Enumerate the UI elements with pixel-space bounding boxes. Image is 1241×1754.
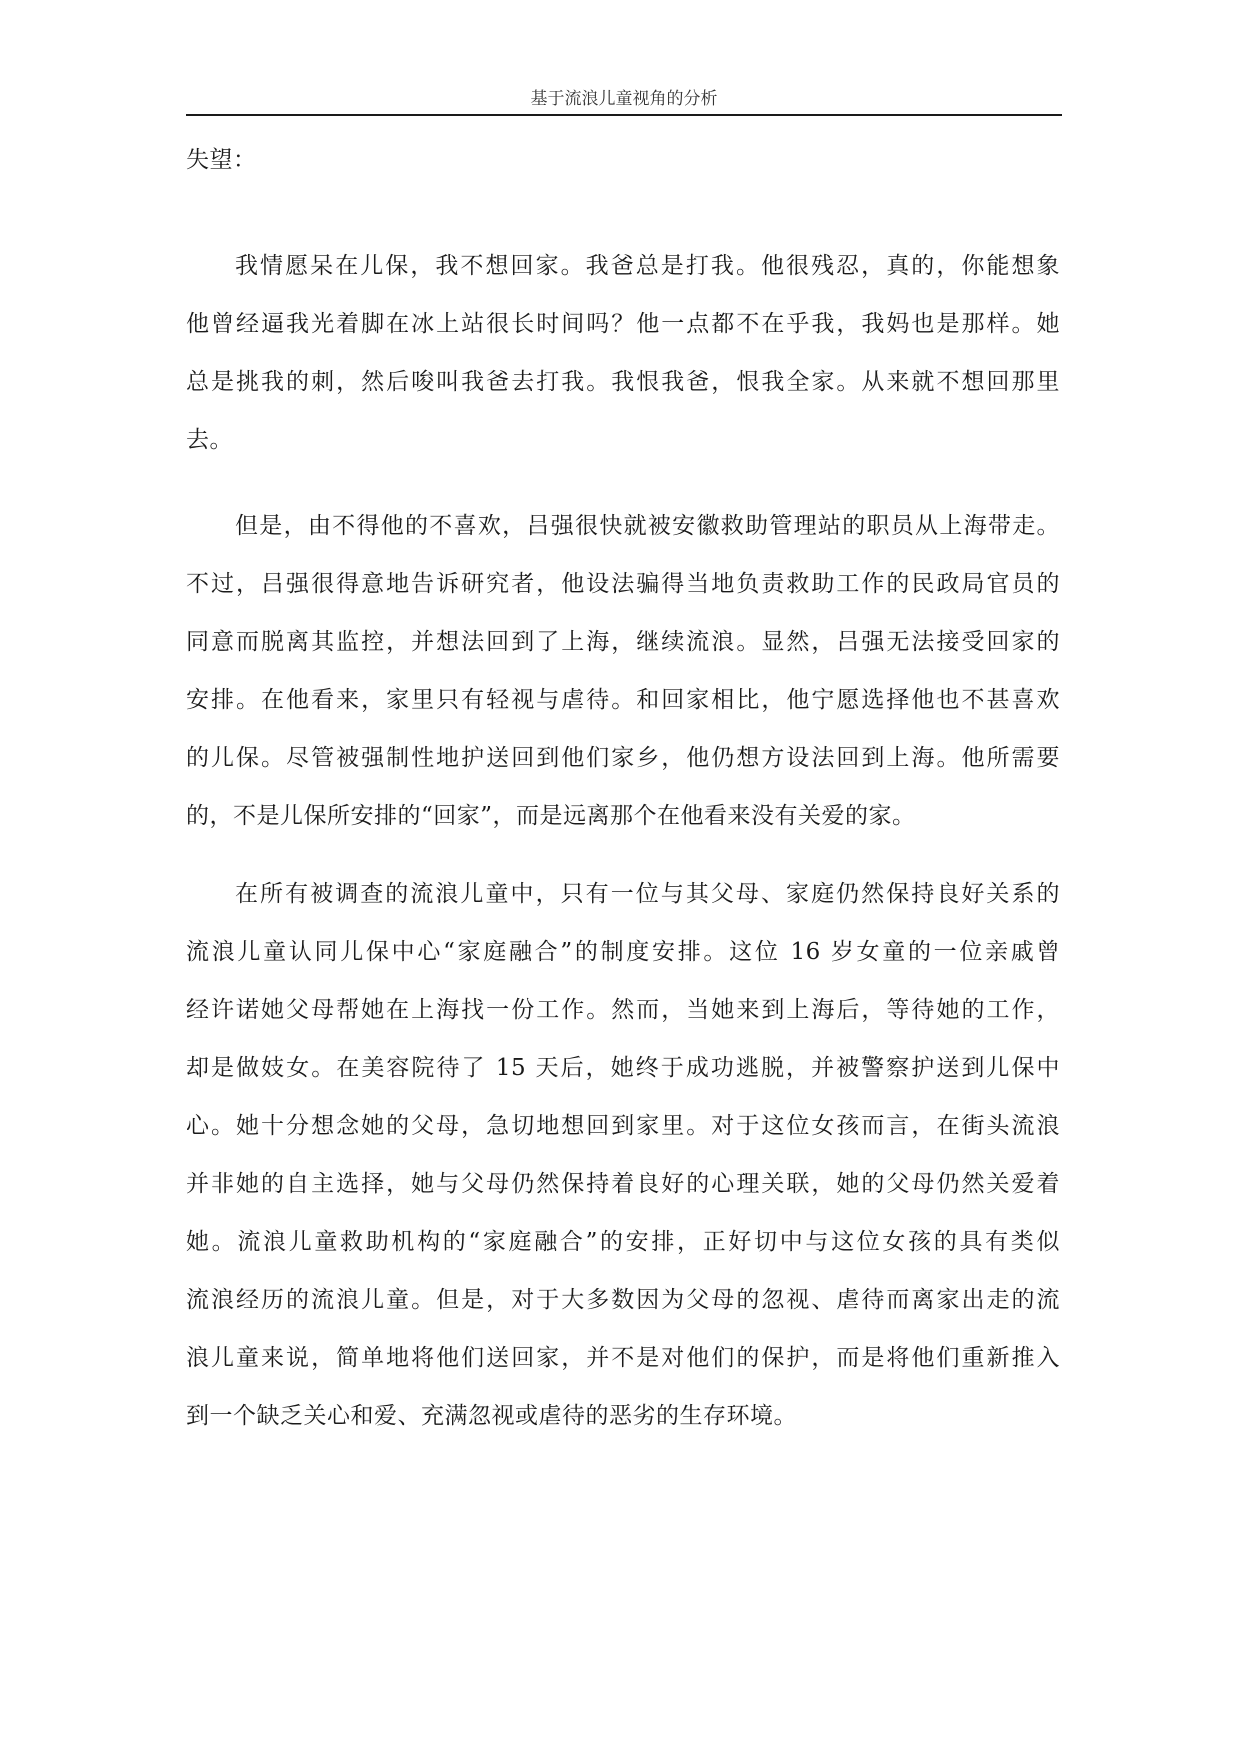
page-header-title: 基于流浪儿童视角的分析	[530, 89, 718, 109]
text-line: 心。她十分想念她的父母，急切地想回到家里。对于这位女孩而言，在街头流浪	[186, 1113, 1060, 1139]
paragraph-intro	[186, 131, 1060, 189]
text-line: 同意而脱离其监控，并想法回到了上海，继续流浪。显然，吕强无法接受回家的	[186, 629, 1060, 655]
text-line: 的儿保。尽管被强制性地护送回到他们家乡，他仍想方设法回到上海。他所需要	[186, 745, 1060, 771]
text-line: 的，不是儿保所安排的“回家”，而是远离那个在他看来没有关爱的家。	[186, 803, 916, 829]
text-line: 总是挑我的刺，然后唆叫我爸去打我。我恨我爸，恨我全家。从来就不想回那里	[186, 369, 1060, 395]
paragraph-quote	[186, 237, 1060, 469]
text-line: 并非她的自主选择，她与父母仍然保持着良好的心理关联，她的父母仍然关爱着	[186, 1171, 1060, 1197]
text-line: 浪儿童来说，简单地将他们送回家，并不是对他们的保护，而是将他们重新推入	[186, 1345, 1060, 1371]
header-divider	[186, 114, 1062, 116]
text-line: 在所有被调查的流浪儿童中，只有一位与其父母、家庭仍然保持良好关系的	[235, 881, 1060, 907]
text-line: 流浪经历的流浪儿童。但是，对于大多数因为父母的忽视、虐待而离家出走的流	[186, 1287, 1060, 1313]
text-line: 却是做妓女。在美容院待了 15 天后，她终于成功逃脱，并被警察护送到儿保中	[186, 1055, 1060, 1081]
text-line: 不过，吕强很得意地告诉研究者，他设法骗得当地负责救助工作的民政局官员的	[186, 571, 1060, 597]
text-line: 他曾经逼我光着脚在冰上站很长时间吗？他一点都不在乎我，我妈也是那样。她	[186, 311, 1060, 337]
text-line: 但是，由不得他的不喜欢，吕强很快就被安徽救助管理站的职员从上海带走。	[235, 513, 1060, 539]
text-line: 去。	[186, 427, 233, 453]
text-line: 她。流浪儿童救助机构的“家庭融合”的安排，正好切中与这位女孩的具有类似	[186, 1229, 1060, 1255]
text-line: 安排。在他看来，家里只有轻视与虐待。和回家相比，他宁愿选择他也不甚喜欢	[186, 687, 1060, 713]
text-line: 到一个缺乏关心和爱、充满忽视或虐待的恶劣的生存环境。	[186, 1403, 797, 1429]
paragraph-family-integration	[186, 865, 1060, 1445]
text-line: 我情愿呆在儿保，我不想回家。我爸总是打我。他很残忍，真的，你能想象	[235, 253, 1060, 279]
text-line: 失望：	[186, 147, 257, 173]
text-line: 流浪儿童认同儿保中心“家庭融合”的制度安排。这位 16 岁女童的一位亲戚曾	[186, 939, 1060, 965]
text-line: 经许诺她父母帮她在上海找一份工作。然而，当她来到上海后，等待她的工作，	[186, 997, 1060, 1023]
paragraph-lv-qiang	[186, 497, 1060, 845]
